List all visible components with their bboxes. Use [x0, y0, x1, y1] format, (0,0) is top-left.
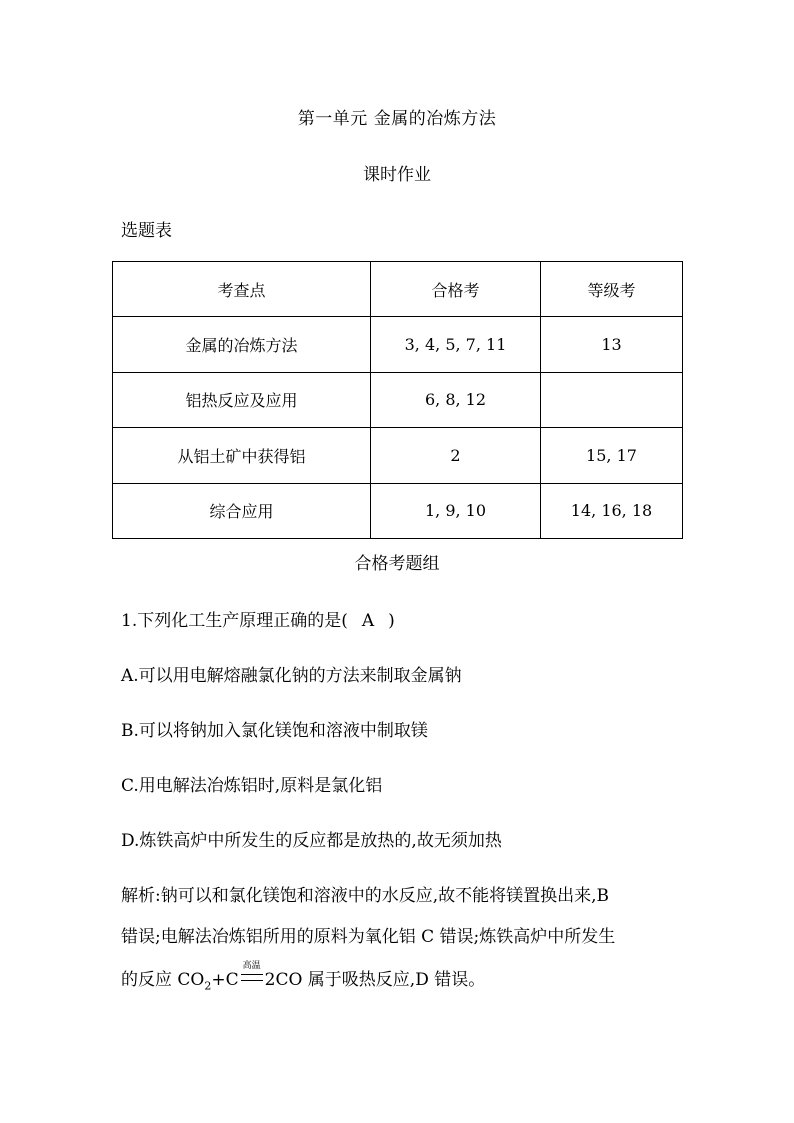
- option-d: D.炼铁高炉中所发生的反应都是放热的,故无须加热: [121, 831, 502, 851]
- table-cell: 3, 4, 5, 7, 11: [371, 317, 541, 372]
- question-stem: [121, 606, 395, 631]
- table-row: [113, 428, 683, 483]
- table-header-row: [113, 262, 683, 317]
- table-cell: 14, 16, 18: [541, 483, 683, 538]
- table-label: 选题表: [121, 221, 172, 241]
- option-c: C.用电解法冶炼铝时,原料是氯化铝: [121, 776, 383, 796]
- table-row: [113, 483, 683, 538]
- question-stem-text: 1.下列化工生产原理正确的是(: [121, 611, 348, 631]
- analysis-line-3: [121, 961, 486, 993]
- table-cell: 金属的冶炼方法: [113, 317, 371, 372]
- table-cell: 6, 8, 12: [371, 372, 541, 427]
- question-group-title: 合格考题组: [354, 554, 440, 574]
- table-header-cell: 等级考: [541, 262, 683, 317]
- analysis-line-3-post: 2CO 属于吸热反应,D 错误。: [264, 970, 486, 990]
- analysis-line-1: 解析:钠可以和氯化镁饱和溶液中的水反应,故不能将镁置换出来,B: [121, 886, 610, 906]
- page-subtitle: 课时作业: [363, 165, 431, 185]
- table-cell: 铝热反应及应用: [113, 372, 371, 427]
- table-header-cell: 合格考: [371, 262, 541, 317]
- table-cell: 15, 17: [541, 428, 683, 483]
- table-cell: 综合应用: [113, 483, 371, 538]
- option-a: A.可以用电解熔融氯化钠的方法来制取金属钠: [121, 666, 462, 686]
- table-row: [113, 372, 683, 427]
- table-cell: [541, 372, 683, 427]
- table-cell: 从铝土矿中获得铝: [113, 428, 371, 483]
- question-stem-close: ): [388, 611, 395, 631]
- table-cell: 1, 9, 10: [371, 483, 541, 538]
- table-row: [113, 317, 683, 372]
- option-b: B.可以将钠加入氯化镁饱和溶液中制取镁: [121, 721, 428, 741]
- selection-table: [112, 261, 683, 539]
- table-header-cell: 考查点: [113, 262, 371, 317]
- table-cell: 13: [541, 317, 683, 372]
- page-title: 第一单元 金属的冶炼方法: [297, 109, 497, 129]
- equals-sign: [241, 974, 263, 981]
- table-cell: 2: [371, 428, 541, 483]
- subscript-2: 2: [204, 979, 212, 993]
- condition-label: 高温: [242, 961, 261, 971]
- question-answer: A: [361, 611, 375, 631]
- plus-carbon: +C: [211, 970, 239, 990]
- reaction-condition: [241, 961, 263, 990]
- analysis-line-2: 错误;电解法冶炼铝所用的原料为氧化铝 C 错误;炼铁高炉中所发生: [121, 927, 616, 947]
- analysis-line-3-pre: 的反应 CO: [121, 970, 205, 990]
